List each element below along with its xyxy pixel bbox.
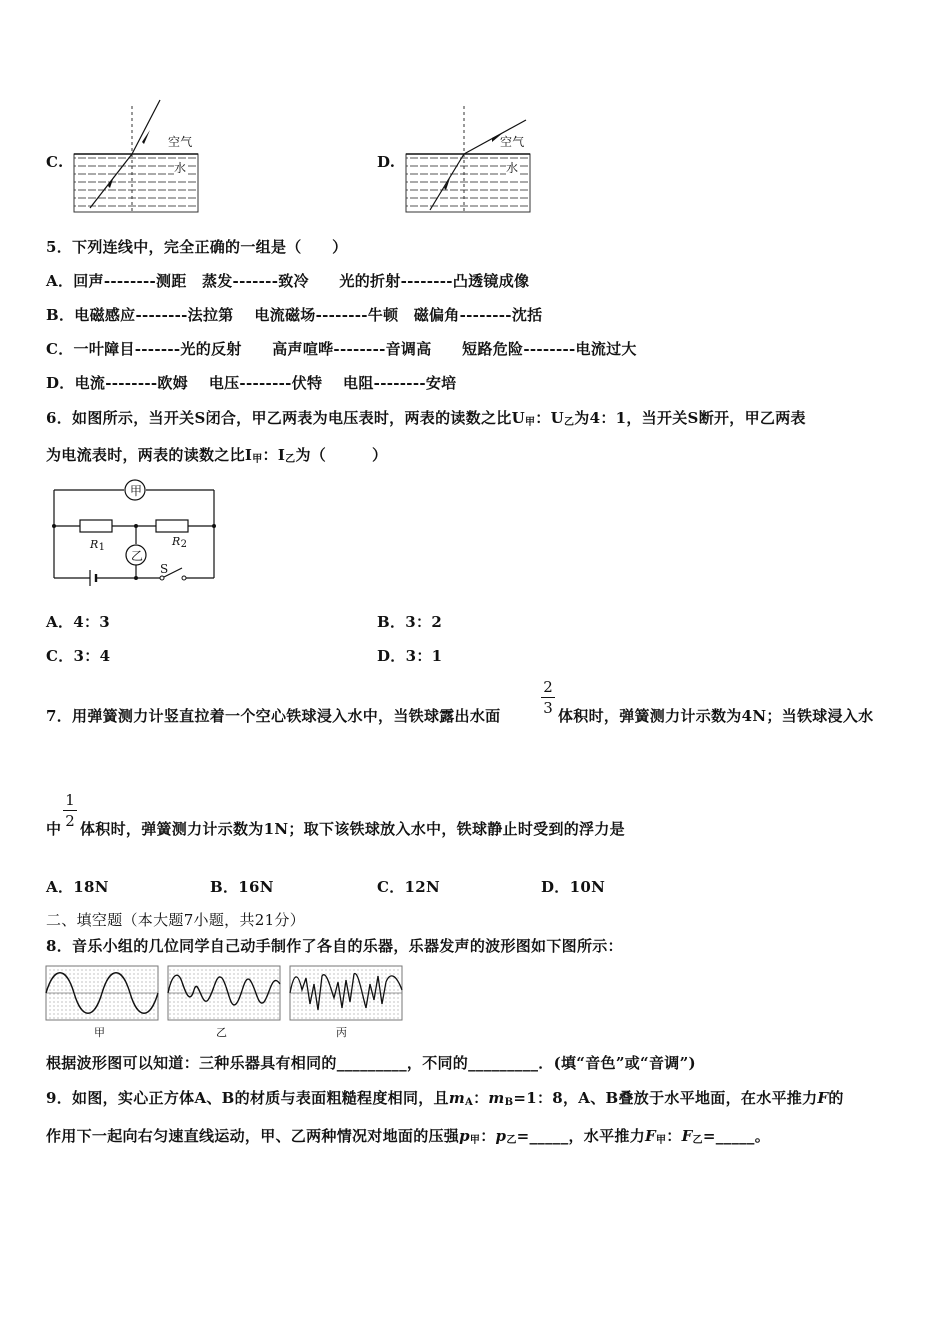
q6-r2-sub: 2 [180, 539, 188, 550]
q7-option-b[interactable]: B．16N [210, 878, 274, 896]
q7-option-c[interactable]: C．12N [377, 878, 441, 896]
q5-option-d[interactable]: D．电流--------欧姆 电压--------伏特 电阻--------安培 [46, 374, 457, 392]
q7-option-a[interactable]: A．18N [46, 878, 109, 896]
q7-frac2-num: 1 [65, 791, 75, 809]
q6-meter-jia-label: 甲 [130, 484, 143, 498]
q9-mB: m [488, 1089, 505, 1107]
q6-switch-label: S [160, 562, 169, 576]
q4-option-c-label[interactable]: C. [46, 153, 64, 171]
q6-stem-part5: ：I [262, 446, 286, 464]
q6-stem-part3: 为4：1，当开关S断开，甲乙两表 [574, 409, 806, 427]
q4-option-d-water-label: 水 [506, 161, 519, 175]
q9-stem-line2 [46, 1125, 770, 1146]
q7-frac2-den: 2 [65, 812, 75, 830]
q9-F1: F [645, 1127, 656, 1145]
q9-part4: 作用下一起向右匀速直线运动，甲、乙两种情况对地面的压强 [46, 1127, 460, 1145]
q9-F2: F [681, 1127, 693, 1145]
q7-option-d[interactable]: D．10N [541, 878, 606, 896]
q8-label-yi: 乙 [216, 1026, 228, 1039]
q6-r2-label [172, 535, 187, 550]
q5-option-c[interactable]: C．一叶障目-------光的反射 高声喧哗--------音调高 短路危险--------电流过大 [46, 340, 637, 358]
q6-sub-yi-2: 乙 [285, 454, 296, 465]
q6-stem-line2 [46, 444, 387, 465]
q9-F1-sub: 甲 [655, 1135, 667, 1146]
q9-F: F [817, 1089, 829, 1107]
q9-part1: 9．如图，实心正方体A、B的材质与表面粗糙程度相同，且 [46, 1089, 449, 1107]
q6-sub-jia: 甲 [524, 417, 536, 428]
q8-waveform-figures[interactable] [44, 964, 406, 1022]
q4-option-c-air-label: 空气 [168, 135, 193, 149]
q6-stem-part4: 为电流表时，两表的读数之比I [46, 446, 253, 464]
q6-sub-yi: 乙 [563, 417, 575, 428]
q9-mA-sub: A [465, 1097, 474, 1108]
q6-option-c[interactable]: C．3：4 [46, 647, 111, 665]
q5-option-b[interactable]: B．电磁感应--------法拉第 电流磁场--------牛顿 磁偏角--------沈括 [46, 306, 543, 324]
q9-part3: 的 [828, 1089, 844, 1107]
q9-mA: m [448, 1089, 466, 1107]
q7-fraction-two-thirds [541, 678, 555, 717]
q6-r1-sub: 1 [98, 542, 106, 553]
q4-option-d-label[interactable]: D. [377, 153, 396, 171]
q9-stem-line1 [46, 1087, 844, 1108]
q6-stem-part6: 为（ ） [295, 446, 388, 464]
q5-stem: 5．下列连线中，完全正确的一组是（ ） [46, 238, 348, 256]
q7-stem-part1: 7．用弹簧测力计竖直拉着一个空心铁球浸入水中，当铁球露出水面 [46, 707, 501, 725]
q9-colon-3: ： [666, 1127, 682, 1145]
q6-option-d[interactable]: D．3：1 [377, 647, 443, 665]
q6-option-b[interactable]: B．3：2 [377, 613, 443, 631]
q5-option-a[interactable]: A．回声--------测距 蒸发-------致冷 光的折射--------凸透镜成像 [46, 272, 530, 290]
q6-meter-yi-label: 乙 [131, 549, 144, 563]
q9-p1-sub: 甲 [469, 1135, 481, 1146]
q4-option-c-water-label: 水 [174, 161, 187, 175]
q7-frac1-den: 3 [543, 699, 553, 717]
q7-stem-part4: 体积时，弹簧测力计示数为1N；取下该铁球放入水中，铁球静止时受到的浮力是 [80, 820, 625, 838]
q4-option-c-figure[interactable] [72, 98, 202, 216]
q9-p2: p [495, 1127, 507, 1145]
q6-stem-part1: 6．如图所示，当开关S闭合，甲乙两表为电压表时，两表的读数之比U [46, 409, 525, 427]
q7-frac1-num: 2 [543, 678, 553, 696]
q6-r2-letter: R [172, 535, 181, 548]
q9-p1: p [459, 1127, 470, 1145]
q9-part6: =_____。 [702, 1127, 771, 1145]
q9-colon: ： [473, 1089, 489, 1107]
q9-mB-sub: B [504, 1097, 514, 1108]
q9-F2-sub: 乙 [692, 1135, 703, 1146]
q6-stem-line1 [46, 407, 806, 428]
q9-colon-2: ： [480, 1127, 496, 1145]
q6-sub-jia-2: 甲 [252, 454, 263, 465]
q9-part2: =1：8，A、B叠放于水平地面，在水平推力 [513, 1089, 818, 1107]
q9-p2-sub: 乙 [506, 1135, 517, 1146]
q6-option-a[interactable]: A．4：3 [46, 613, 111, 631]
q6-r1-label [90, 538, 105, 553]
q8-answer-line: 根据波形图可以知道：三种乐器具有相同的_________，不同的_________．(填“音色”或“音调”) [46, 1054, 696, 1072]
q4-option-d-air-label: 空气 [500, 135, 525, 149]
q8-label-jia: 甲 [94, 1026, 106, 1039]
q9-part5: =_____，水平推力 [516, 1127, 646, 1145]
q7-fraction-one-half [63, 791, 77, 830]
section-2-heading: 二、填空题（本大题7小题，共21分） [46, 911, 306, 929]
q7-stem-part3: 中 [46, 820, 62, 838]
q6-stem-part2: ：U [535, 409, 564, 427]
q6-r1-letter: R [90, 538, 99, 551]
q8-label-bing: 丙 [336, 1026, 348, 1039]
q7-stem-part2: 体积时，弹簧测力计示数为4N；当铁球浸入水 [558, 707, 874, 725]
q4-option-d-figure[interactable] [404, 98, 534, 216]
q8-stem: 8．音乐小组的几位同学自己动手制作了各自的乐器，乐器发声的波形图如下图所示： [46, 937, 623, 955]
